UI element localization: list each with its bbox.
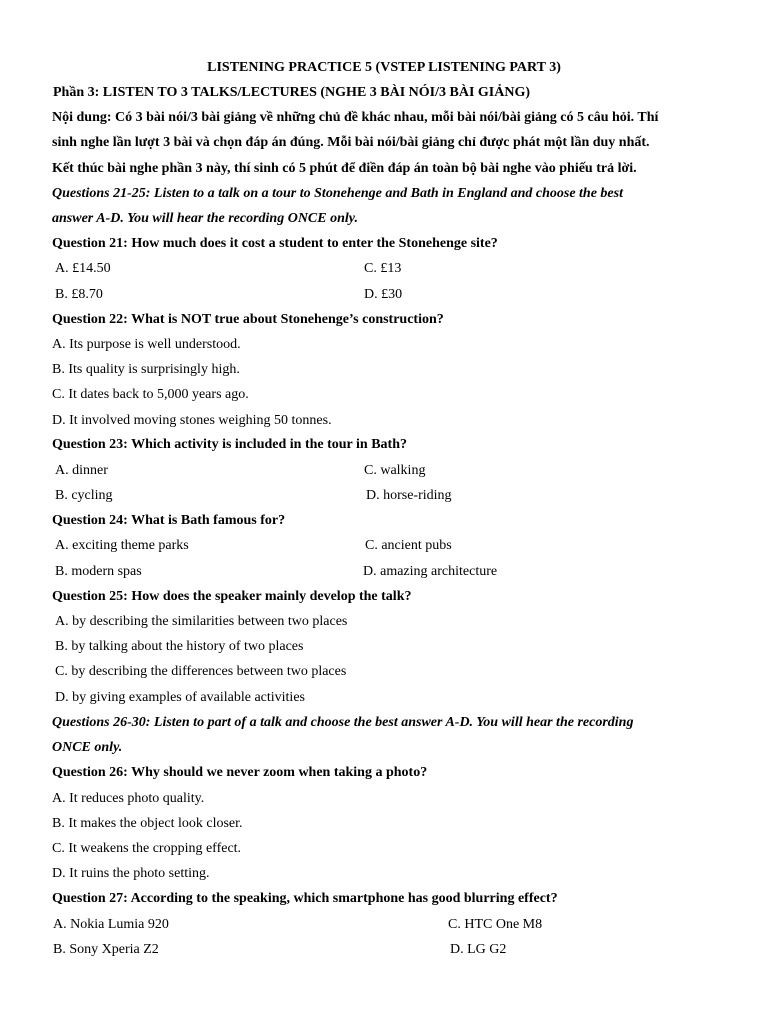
q24-option-c: C. ancient pubs (365, 538, 452, 553)
q23-option-c: C. walking (364, 463, 426, 478)
question-22: Question 22: What is NOT true about Stonehenge’s construction? (52, 312, 444, 327)
q21-option-b: B. £8.70 (55, 287, 103, 302)
q24-option-d: D. amazing architecture (363, 564, 498, 579)
question-27: Question 27: According to the speaking, which smartphone has good blurring effect? (52, 891, 558, 906)
q27-option-c: C. HTC One M8 (448, 917, 543, 932)
q25-option-c: C. by describing the differences between two places (55, 664, 347, 679)
q26-option-c: C. It weakens the cropping effect. (52, 841, 242, 856)
content-line-1: Nội dung: Có 3 bài nói/3 bài giảng về những chủ đề khác nhau, mỗi bài nói/bài giảng có 5 câu hỏi. Thí (52, 110, 659, 125)
q22-option-c: C. It dates back to 5,000 years ago. (52, 387, 249, 402)
q24-option-b: B. modern spas (55, 564, 142, 579)
q23-option-b: B. cycling (55, 488, 113, 503)
q23-option-d: D. horse-riding (366, 488, 452, 503)
q21-option-d: D. £30 (364, 287, 403, 302)
q21-option-a: A. £14.50 (55, 261, 111, 276)
section1-instruction-line-2: answer A-D. You will hear the recording ONCE only. (52, 211, 358, 226)
q25-option-a: A. by describing the similarities between two places (55, 614, 348, 629)
q22-option-d: D. It involved moving stones weighing 50 tonnes. (52, 413, 332, 428)
q23-option-a: A. dinner (55, 463, 108, 478)
section2-instruction-line-2: ONCE only. (52, 740, 123, 755)
q25-option-b: B. by talking about the history of two places (55, 639, 304, 654)
q22-option-a: A. Its purpose is well understood. (52, 337, 241, 352)
q21-option-c: C. £13 (364, 261, 402, 276)
content-line-3: Kết thúc bài nghe phần 3 này, thí sinh có 5 phút để điền đáp án toàn bộ bài nghe vào phiếu trả lời. (52, 161, 637, 176)
question-23: Question 23: Which activity is included in the tour in Bath? (52, 437, 407, 452)
q26-option-a: A. It reduces photo quality. (52, 791, 205, 806)
section2-instruction-line-1: Questions 26-30: Listen to part of a talk and choose the best answer A-D. You will hear the recording (52, 715, 634, 730)
q26-option-b: B. It makes the object look closer. (52, 816, 243, 831)
question-25: Question 25: How does the speaker mainly develop the talk? (52, 589, 412, 604)
q27-option-b: B. Sony Xperia Z2 (53, 942, 159, 957)
question-21: Question 21: How much does it cost a student to enter the Stonehenge site? (52, 236, 498, 251)
content-line-2: sinh nghe lần lượt 3 bài và chọn đáp án đúng. Mỗi bài nói/bài giảng chỉ được phát một lần duy nhất. (52, 135, 650, 150)
question-24: Question 24: What is Bath famous for? (52, 513, 286, 528)
document-title: LISTENING PRACTICE 5 (VSTEP LISTENING PART 3) (207, 60, 561, 75)
q22-option-b: B. Its quality is surprisingly high. (52, 362, 240, 377)
q24-option-a: A. exciting theme parks (55, 538, 189, 553)
section1-instruction-line-1: Questions 21-25: Listen to a talk on a tour to Stonehenge and Bath in England and choose the best (52, 186, 623, 201)
q25-option-d: D. by giving examples of available activities (55, 690, 305, 705)
q27-option-a: A. Nokia Lumia 920 (53, 917, 169, 932)
q26-option-d: D. It ruins the photo setting. (52, 866, 210, 881)
part-heading: Phần 3: LISTEN TO 3 TALKS/LECTURES (NGHE 3 BÀI NÓI/3 BÀI GIẢNG) (53, 85, 531, 100)
q27-option-d: D. LG G2 (450, 942, 507, 957)
question-26: Question 26: Why should we never zoom when taking a photo? (52, 765, 428, 780)
